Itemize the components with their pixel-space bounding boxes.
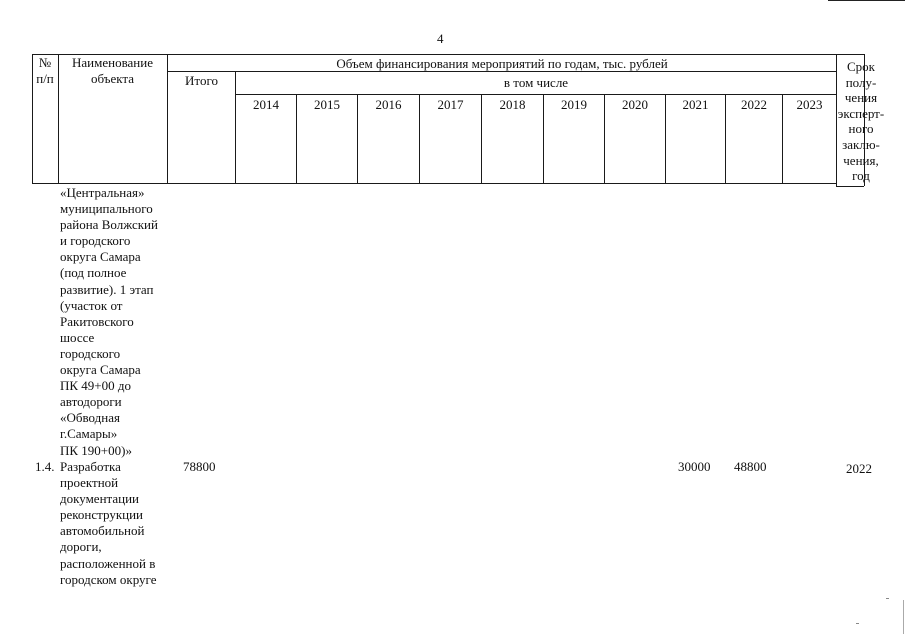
- header-including: в том числе: [503, 75, 569, 90]
- row-value-2022: 48800: [734, 459, 767, 474]
- header-year-2014: 2014: [253, 97, 279, 112]
- corner-rule: [828, 0, 905, 1]
- header-deadline-col: Срок полу- чения эксперт- ного заклю- чения, год: [837, 59, 885, 184]
- header-year-2016: 2016: [375, 97, 402, 112]
- row-name: Разработка проектной документации реконструкции автомобильной дороги, расположенной в городском округе: [60, 459, 157, 587]
- header-year-2022: 2022: [741, 97, 767, 112]
- continued-row-name: «Центральная» муниципального района Волжский и городского округа Самара (под полное развитие). 1 этап (участок от Ракитовского шоссе городского округа Самара ПК 49+00 до автодороги «Обводная г.Самары» ПК 190+00)»: [60, 185, 158, 458]
- header-year-2023: 2023: [796, 97, 823, 112]
- page-number: 4: [437, 31, 444, 46]
- header-deadline-bottom-rule: [836, 186, 864, 187]
- header-financing-rule: [168, 71, 836, 72]
- row-number: 1.4.: [35, 459, 55, 474]
- scan-speck: [903, 600, 904, 634]
- header-year-2021: 2021: [682, 97, 709, 112]
- row-value-2021: 30000: [678, 459, 711, 474]
- header-including-rule: [236, 94, 836, 95]
- scan-speck: [886, 598, 889, 599]
- header-year-2018: 2018: [499, 97, 526, 112]
- row-total: 78800: [183, 459, 216, 474]
- header-financing-title: Объем финансирования мероприятий по годам, тыс. рублей: [336, 56, 668, 71]
- header-year-2015: 2015: [314, 97, 340, 112]
- scan-speck: [856, 623, 859, 624]
- header-year-2019: 2019: [561, 97, 587, 112]
- header-num-col: № п/п: [36, 55, 54, 86]
- row-deadline: 2022: [846, 461, 872, 476]
- header-year-2020: 2020: [622, 97, 648, 112]
- header-name-col: Наименование объекта: [72, 55, 153, 86]
- header-year-2017: 2017: [437, 97, 464, 112]
- header-bottom-rule: [32, 183, 836, 184]
- header-total: Итого: [185, 73, 218, 88]
